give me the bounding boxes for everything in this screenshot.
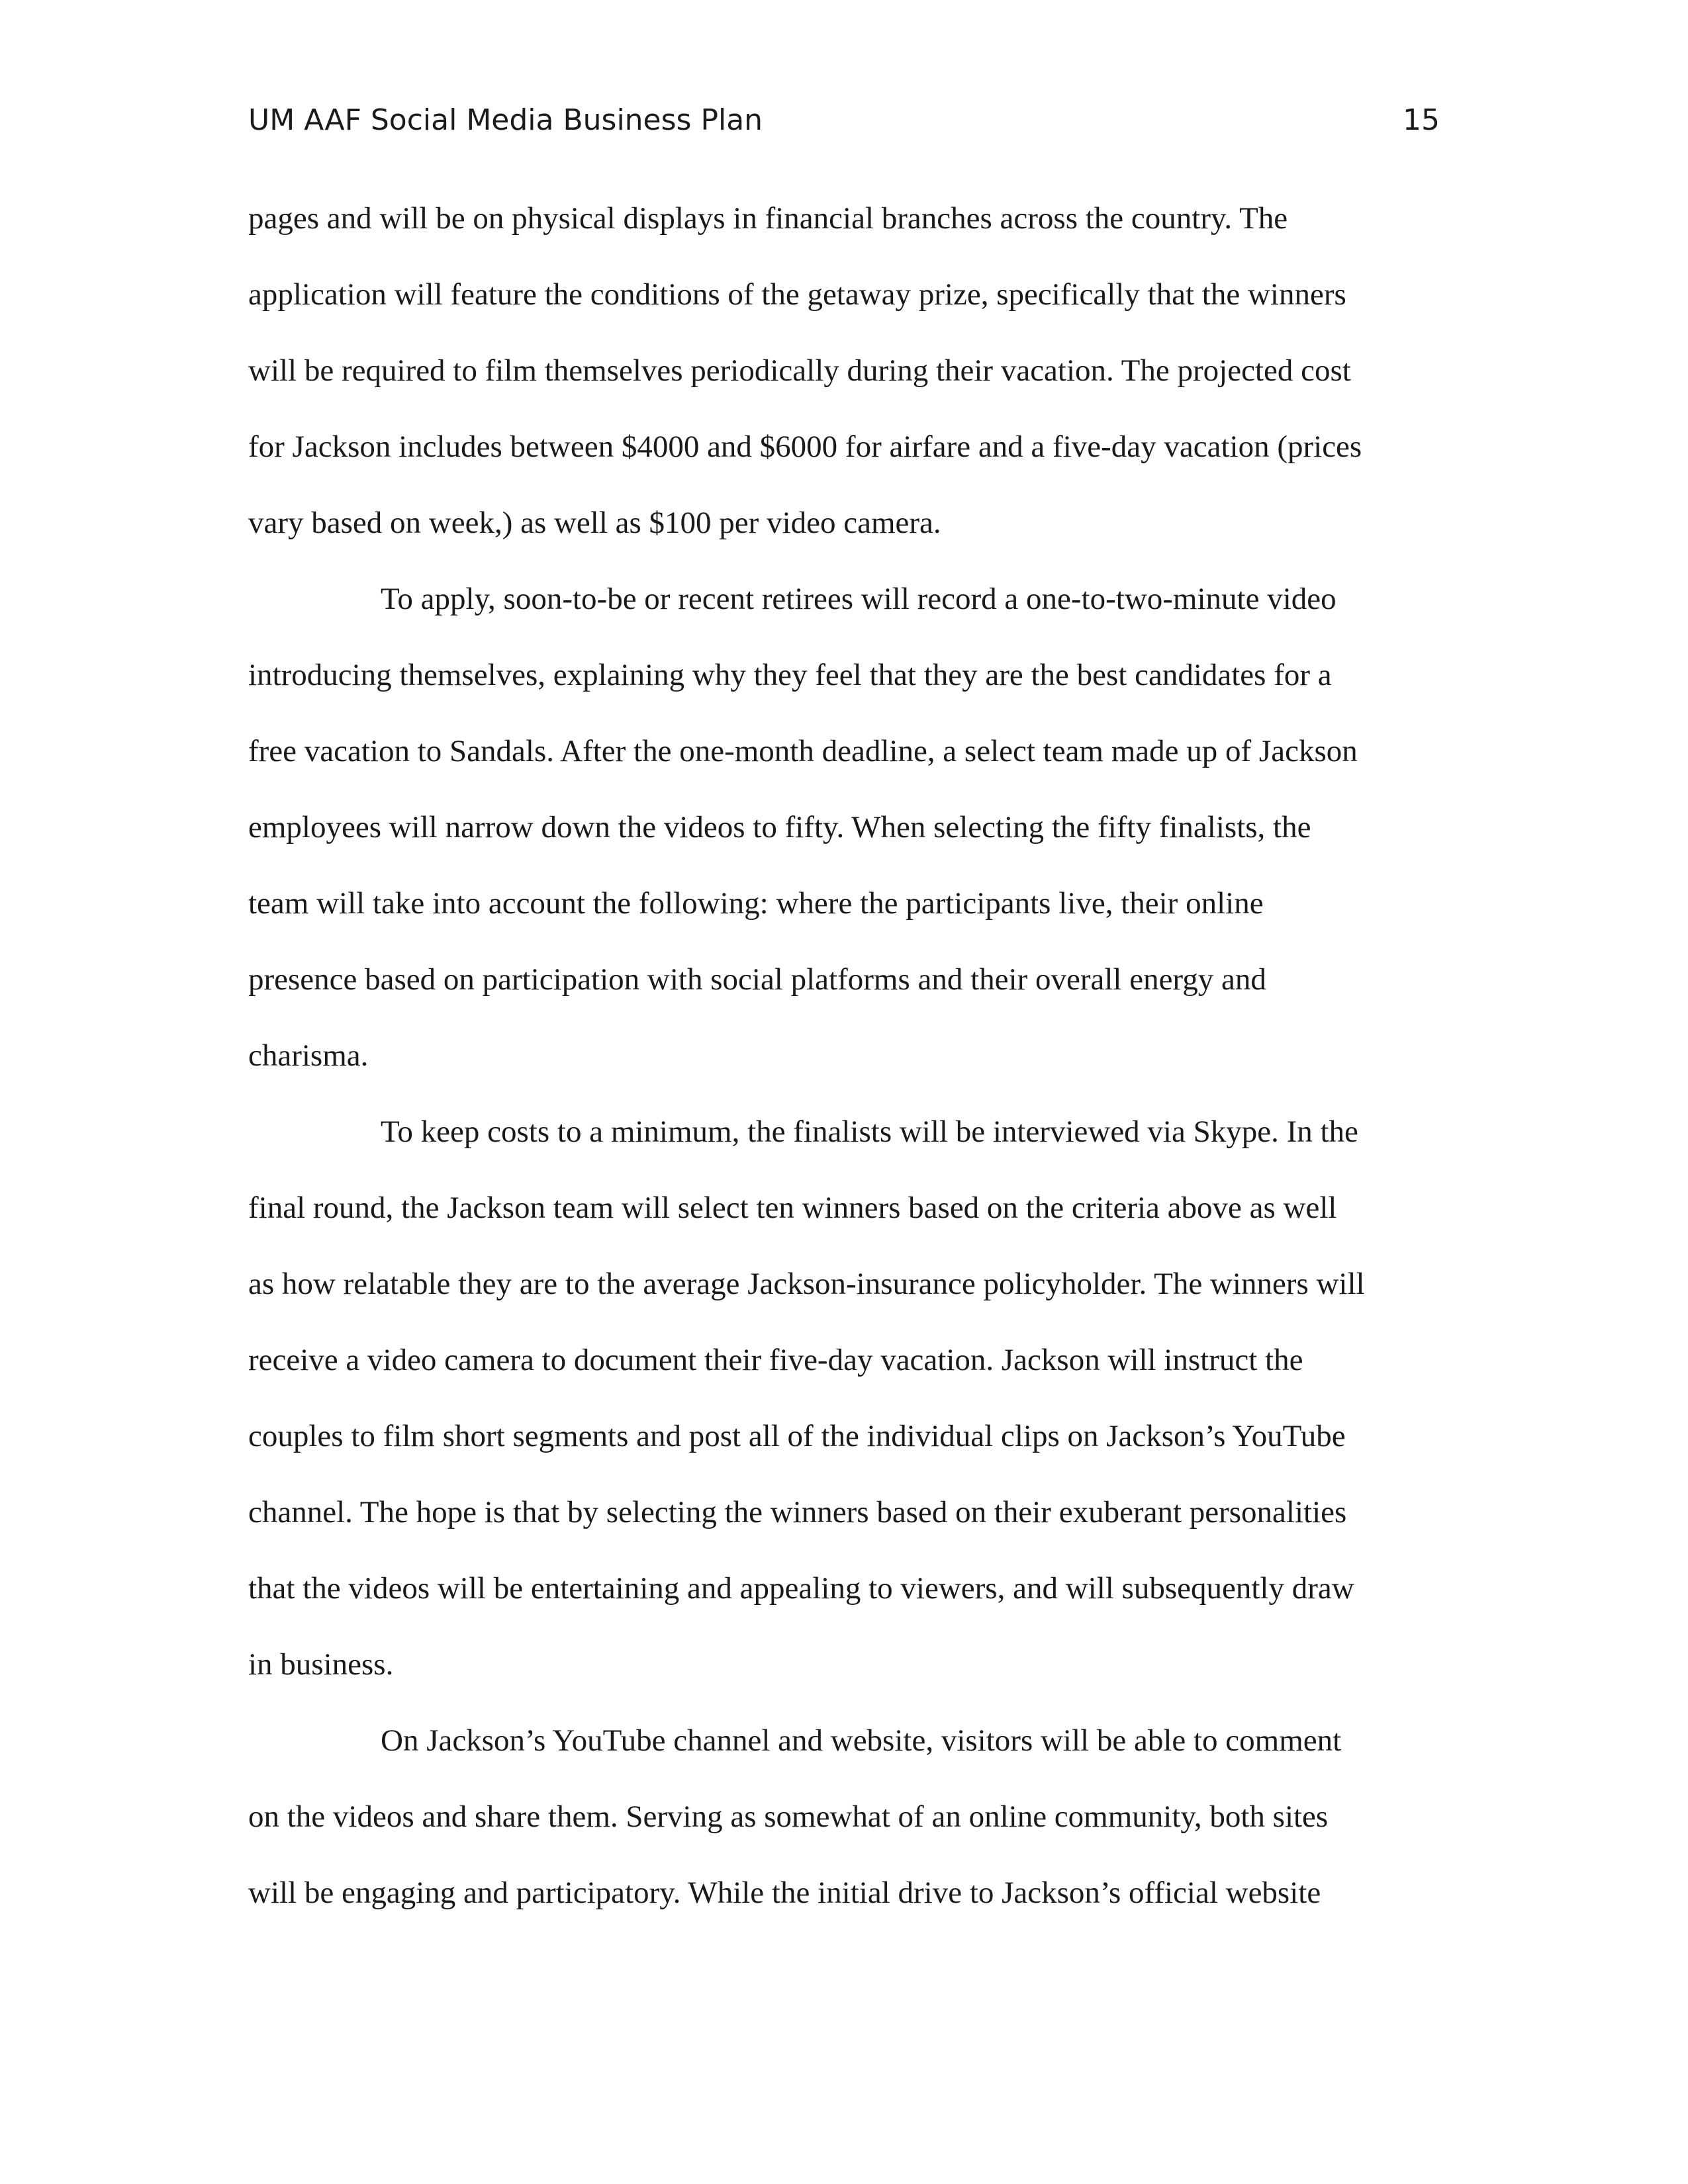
- text-line: as how relatable they are to the average Jackson-insurance policyholder. The winners will: [248, 1267, 1365, 1301]
- text-line: team will take into account the following: where the participants live, their online: [248, 886, 1264, 921]
- text-line: charisma.: [248, 1038, 369, 1073]
- text-line: introducing themselves, explaining why they feel that they are the best candidates for a: [248, 658, 1332, 692]
- text-line: presence based on participation with social platforms and their overall energy and: [248, 962, 1266, 997]
- text-line: for Jackson includes between $4000 and $6000 for airfare and a five-day vacation (prices: [248, 430, 1362, 464]
- paragraph-first-line: On Jackson’s YouTube channel and website, visitors will be able to comment: [381, 1723, 1342, 1758]
- text-line: couples to film short segments and post all of the individual clips on Jackson’s YouTube: [248, 1419, 1346, 1453]
- text-line: will be engaging and participatory. While the initial drive to Jackson’s official website: [248, 1876, 1321, 1910]
- text-line: in business.: [248, 1647, 394, 1682]
- paragraph-first-line: To keep costs to a minimum, the finalists will be interviewed via Skype. In the: [381, 1115, 1358, 1149]
- body-text: [248, 197, 1440, 1948]
- page-number: 15: [1403, 103, 1440, 137]
- text-line: pages and will be on physical displays in financial branches across the country. The: [248, 201, 1288, 236]
- text-line: will be required to film themselves periodically during their vacation. The projected cost: [248, 353, 1351, 388]
- running-head: [248, 99, 1440, 142]
- text-line: vary based on week,) as well as $100 per video camera.: [248, 506, 941, 540]
- text-line: channel. The hope is that by selecting the winners based on their exuberant personalities: [248, 1495, 1347, 1529]
- running-title: UM AAF Social Media Business Plan: [248, 103, 763, 137]
- text-line: free vacation to Sandals. After the one-month deadline, a select team made up of Jackson: [248, 734, 1358, 768]
- text-line: final round, the Jackson team will select ten winners based on the criteria above as well: [248, 1191, 1337, 1225]
- text-line: application will feature the conditions of the getaway prize, specifically that the winners: [248, 277, 1346, 312]
- text-line: receive a video camera to document their five-day vacation. Jackson will instruct the: [248, 1343, 1303, 1377]
- text-line: on the videos and share them. Serving as somewhat of an online community, both sites: [248, 1799, 1329, 1834]
- paragraph-first-line: To apply, soon-to-be or recent retirees will record a one-to-two-minute video: [381, 582, 1336, 616]
- text-line: employees will narrow down the videos to fifty. When selecting the fifty finalists, the: [248, 810, 1311, 844]
- text-line: that the videos will be entertaining and appealing to viewers, and will subsequently draw: [248, 1571, 1354, 1606]
